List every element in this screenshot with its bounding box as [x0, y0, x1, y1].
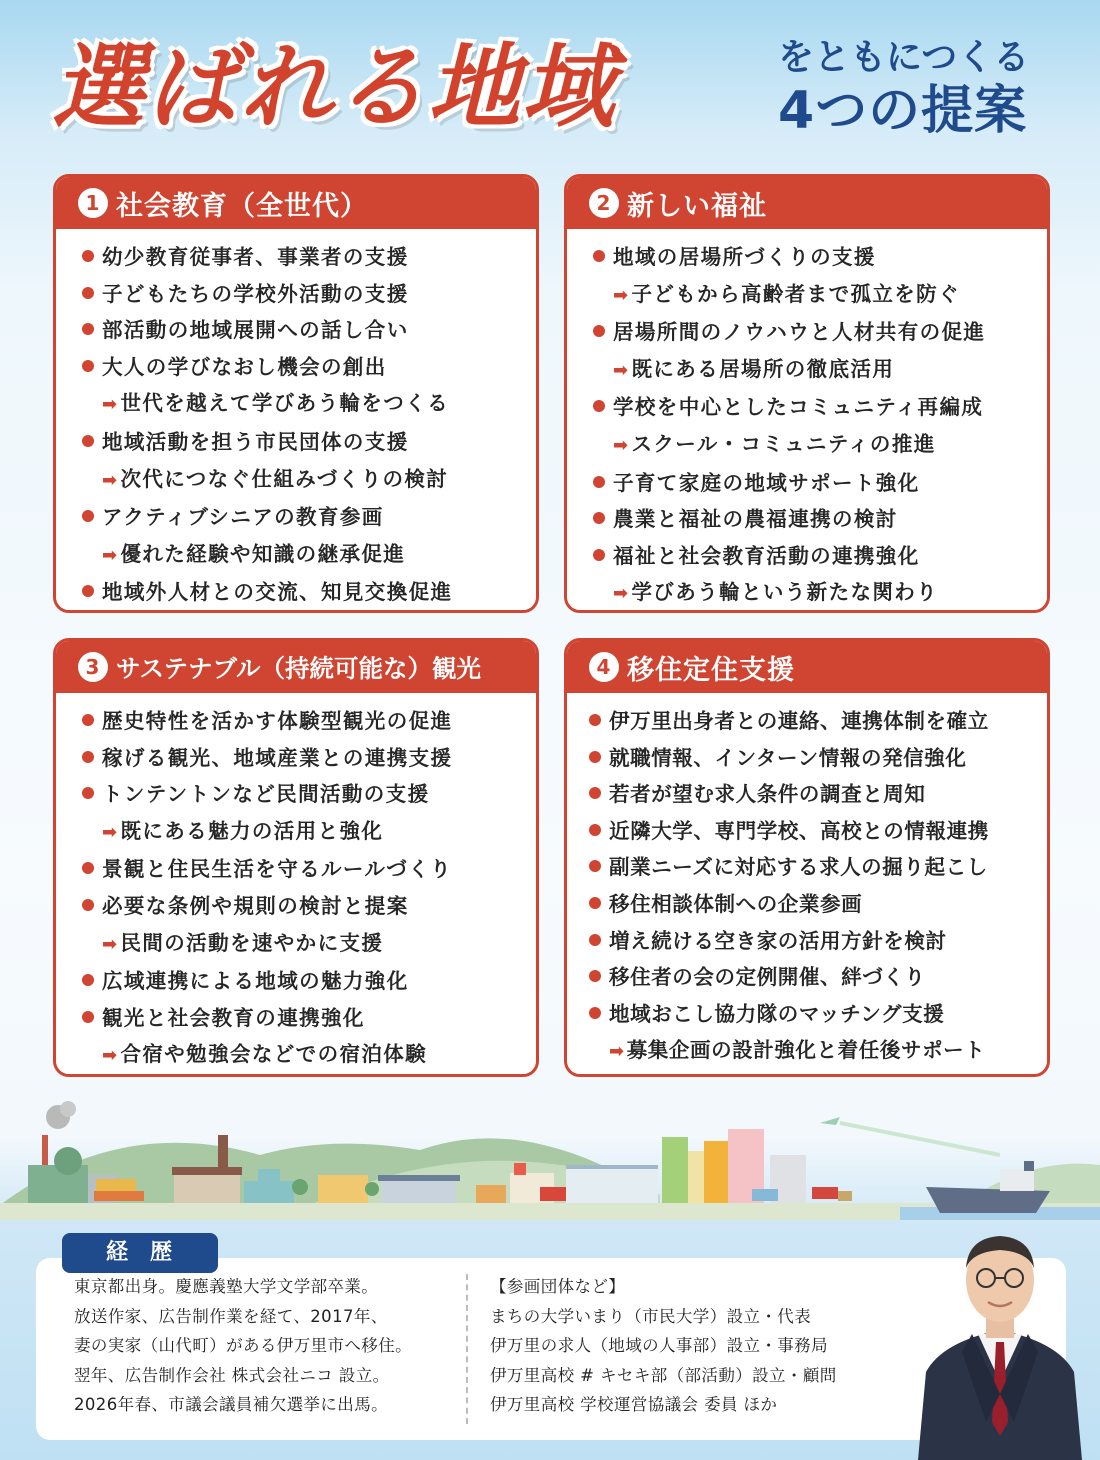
list-subitem: ➡ 学びあう輪という新たな関わり: [593, 574, 1047, 613]
bio-line: 東京都出身。慶應義塾大学文学部卒業。: [74, 1277, 379, 1296]
card-title: 新しい福祉: [627, 190, 767, 222]
proposal-card-4: [564, 638, 1050, 1077]
org-line: 伊万里高校 # キセキ部（部活動）設立・顧問: [490, 1365, 837, 1385]
bio-divider: [466, 1274, 468, 1424]
page-title: 選ばれる地域: [52, 34, 617, 141]
list-item: 近隣大学、専門学校、高校との情報連携: [589, 813, 1047, 850]
card-header: [567, 641, 1047, 693]
list-item: 移住相談体制への企業参画: [589, 886, 1047, 923]
list-item: 地域活動を担う市民団体の支援: [82, 424, 536, 461]
list-item: 地域外人材との交流、知見交換促進: [82, 574, 536, 611]
list-item: 副業ニーズに対応する求人の掘り起こし: [589, 849, 1047, 886]
card-header: [56, 641, 536, 693]
subtitle-line-1: をともにつくる: [778, 37, 1030, 78]
subtitle-line-2: 4つの提案: [778, 81, 1028, 141]
bio-line: 放送作家、広告制作業を経て、2017年、: [74, 1306, 388, 1326]
list-subitem: ➡ スクール・コミュニティの推進: [593, 426, 1047, 465]
proposal-card-1: [53, 174, 539, 613]
bio-line: 妻の実家（山代町）がある伊万里市へ移住。: [74, 1336, 412, 1355]
card-title: 社会教育（全世代）: [116, 190, 368, 222]
card-item-list: [567, 693, 1047, 1071]
card-number: 2: [589, 188, 619, 218]
list-subitem: ➡ 世代を越えて学びあう輪をつくる: [82, 385, 536, 424]
list-item: 地域の居場所づくりの支援: [593, 239, 1047, 276]
card-header: [567, 177, 1047, 229]
list-subitem: ➡ 既にある居場所の徹底活用: [593, 351, 1047, 390]
list-item: 若者が望む求人条件の調査と周知: [589, 776, 1047, 813]
list-item: 景観と住民生活を守るルールづくり: [82, 851, 536, 888]
biography-text: [74, 1272, 454, 1420]
card-item-list: [567, 229, 1047, 613]
card-item-list: [56, 693, 536, 1075]
list-item: アクティブシニアの教育参画: [82, 499, 536, 536]
proposal-card-2: [564, 174, 1050, 613]
card-number: 3: [78, 652, 108, 682]
town-illustration: [0, 1095, 1100, 1220]
list-item: 観光と社会教育の連携強化: [82, 1000, 536, 1037]
list-item: 部活動の地域展開への話し合い: [82, 312, 536, 349]
list-item: トンテントンなど民間活動の支援: [82, 776, 536, 813]
list-item: 伊万里出身者との連絡、連携体制を確立: [589, 703, 1047, 740]
candidate-portrait: [912, 1222, 1088, 1460]
list-item: 移住者の会の定例開催、絆づくり: [589, 959, 1047, 996]
list-item: 居場所間のノウハウと人材共有の促進: [593, 314, 1047, 351]
org-line: 伊万里高校 学校運営協議会 委員 ほか: [490, 1395, 778, 1414]
list-subitem: ➡ 次代につなぐ仕組みづくりの検討: [82, 461, 536, 500]
list-item: 学校を中心としたコミュニティ再編成: [593, 389, 1047, 426]
list-subitem: ➡ 優れた経験や知識の継承促進: [82, 536, 536, 575]
bio-line: 2026年春、市議会議員補欠選挙に出馬。: [74, 1395, 388, 1414]
list-item: 子育て家庭の地域サポート強化: [593, 465, 1047, 502]
list-item: 地域おこし協力隊のマッチング支援: [589, 996, 1047, 1033]
list-subitem: ➡ 民間の活動を速やかに支援: [82, 925, 536, 964]
card-header: [56, 177, 536, 229]
list-item: 幼少教育従事者、事業者の支援: [82, 239, 536, 276]
list-subitem: ➡ 既にある魅力の活用と強化: [82, 813, 536, 852]
bio-line: 翌年、広告制作会社 株式会社ニコ 設立。: [74, 1365, 390, 1385]
list-subitem: ➡ 子どもから高齢者まで孤立を防ぐ: [593, 276, 1047, 315]
list-item: 広域連携による地域の魅力強化: [82, 963, 536, 1000]
list-subitem: ➡ 募集企画の設計強化と着任後サポート: [589, 1032, 1047, 1071]
list-item: 就職情報、インターン情報の発信強化: [589, 740, 1047, 777]
list-item: 増え続ける空き家の活用方針を検討: [589, 923, 1047, 960]
org-line: 伊万里の求人（地域の人事部）設立・事務局: [490, 1336, 828, 1355]
org-heading: 【参画団体など】: [490, 1277, 626, 1296]
list-item: 子どもたちの学校外活動の支援: [82, 276, 536, 313]
list-item: 大人の学びなおし機会の創出: [82, 349, 536, 386]
card-title: 移住定住支援: [627, 654, 795, 686]
page-subtitle: [778, 36, 1078, 142]
org-line: まちの大学いまり（市民大学）設立・代表: [490, 1306, 812, 1326]
list-item: 歴史特性を活かす体験型観光の促進: [82, 703, 536, 740]
list-item: 稼げる観光、地域産業との連携支援: [82, 740, 536, 777]
organizations-list: [490, 1272, 910, 1420]
card-title: サステナブル（持続可能な）観光: [116, 653, 482, 683]
list-item: 福祉と社会教育活動の連携強化: [593, 538, 1047, 575]
card-number: 4: [589, 652, 619, 682]
card-number: 1: [78, 188, 108, 218]
biography-tag: 経歴: [62, 1233, 218, 1273]
proposal-card-3: [53, 638, 539, 1077]
card-item-list: [56, 229, 536, 611]
list-item: 必要な条例や規則の検討と提案: [82, 888, 536, 925]
list-subitem: ➡ 合宿や勉強会などでの宿泊体験: [82, 1036, 536, 1075]
list-item: 農業と福祉の農福連携の検討: [593, 501, 1047, 538]
